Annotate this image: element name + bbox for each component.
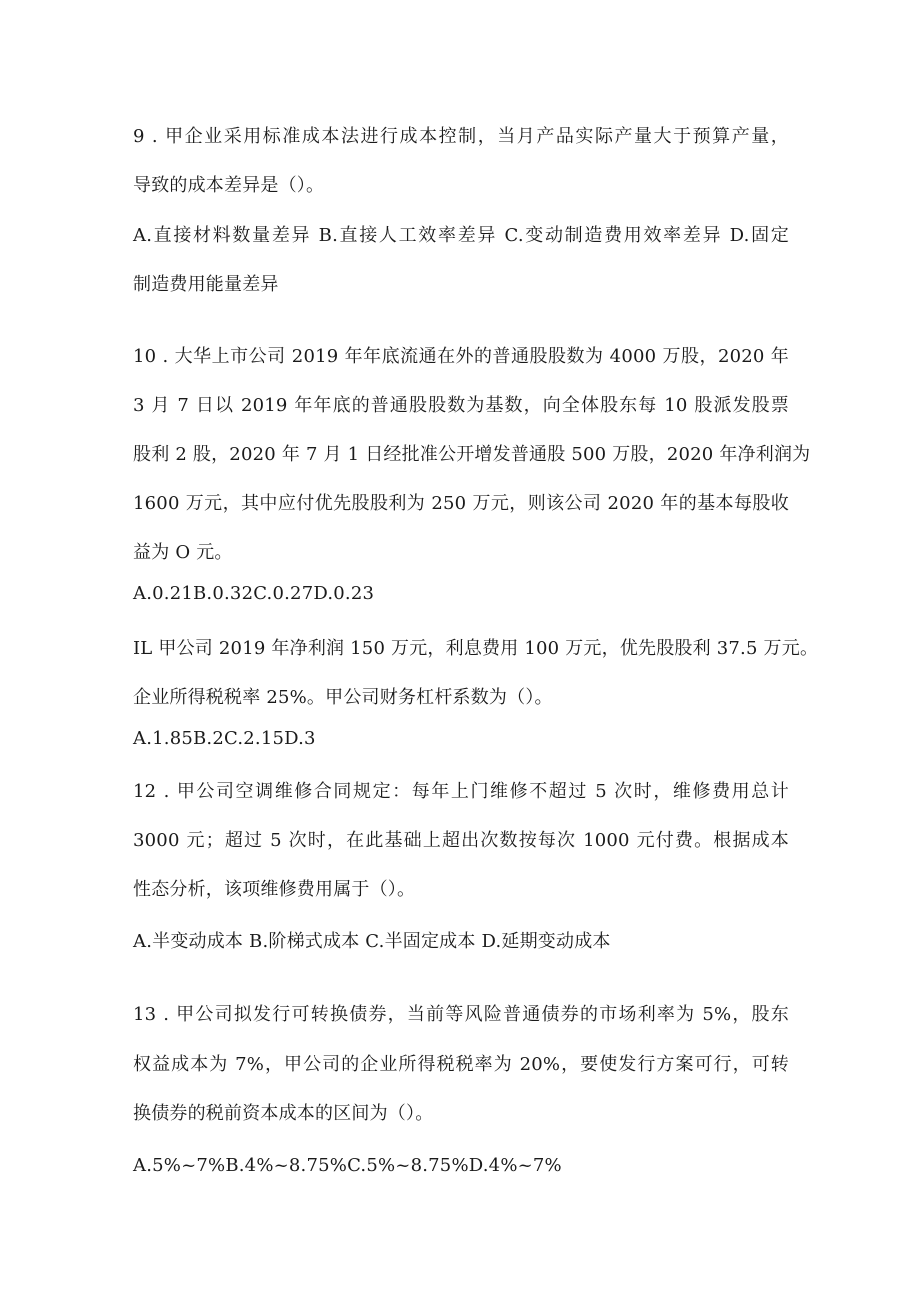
question-10-line-1: 10 . 大华上市公司 2019 年年底流通在外的普通股股数为 4000 万股，2020 年: [133, 346, 789, 367]
question-13-line-1: 13 . 甲公司拟发行可转换债券，当前等风险普通债券的市场利率为 5%，股东: [133, 1004, 789, 1025]
question-10-line-4: 1600 万元，其中应付优先股股利为 250 万元，则该公司 2020 年的基本每股收: [133, 493, 789, 514]
question-12-line-3: 性态分析，该项维修费用属于（）。: [133, 879, 416, 900]
question-11-options: A.1.85B.2C.2.15D.3: [133, 728, 316, 749]
question-10-options: A.0.21B.0.32C.0.27D.0.23: [133, 583, 375, 604]
question-10-line-3: 股利 2 股，2020 年 7 月 1 日经批准公开增发普通股 500 万股，2020 年净利润为: [133, 444, 811, 465]
question-10-line-5: 益为 O 元。: [133, 542, 233, 563]
question-9-options-line-2: 制造费用能量差异: [133, 274, 279, 295]
question-11-line-1: IL 甲公司 2019 年净利润 150 万元，利息费用 100 万元，优先股股利 37.5 万元。: [133, 638, 819, 659]
question-12-line-2: 3000 元；超过 5 次时，在此基础上超出次数按每次 1000 元付费。根据成本: [133, 830, 789, 851]
question-12-line-1: 12 . 甲公司空调维修合同规定：每年上门维修不超过 5 次时，维修费用总计: [133, 781, 789, 802]
question-13-line-2: 权益成本为 7%，甲公司的企业所得税税率为 20%，要使发行方案可行，可转: [133, 1054, 789, 1075]
question-10-line-2: 3 月 7 日以 2019 年年底的普通股股数为基数，向全体股东每 10 股派发股票: [133, 395, 789, 416]
question-9-options-line-1: A.直接材料数量差异 B.直接人工效率差异 C.变动制造费用效率差异 D.固定: [133, 225, 789, 246]
question-12-options: A.半变动成本 B.阶梯式成本 C.半固定成本 D.延期变动成本: [133, 931, 611, 952]
question-9-line-2: 导致的成本差异是（）。: [133, 175, 325, 196]
question-13-options: A.5%~7%B.4%~8.75%C.5%~8.75%D.4%~7%: [133, 1155, 562, 1176]
question-9-line-1: 9 . 甲企业采用标准成本法进行成本控制，当月产品实际产量大于预算产量，: [133, 126, 789, 147]
question-11-line-2: 企业所得税税率 25%。甲公司财务杠杆系数为（）。: [133, 687, 553, 708]
question-13-line-3: 换债券的税前资本成本的区间为（）。: [133, 1103, 434, 1124]
